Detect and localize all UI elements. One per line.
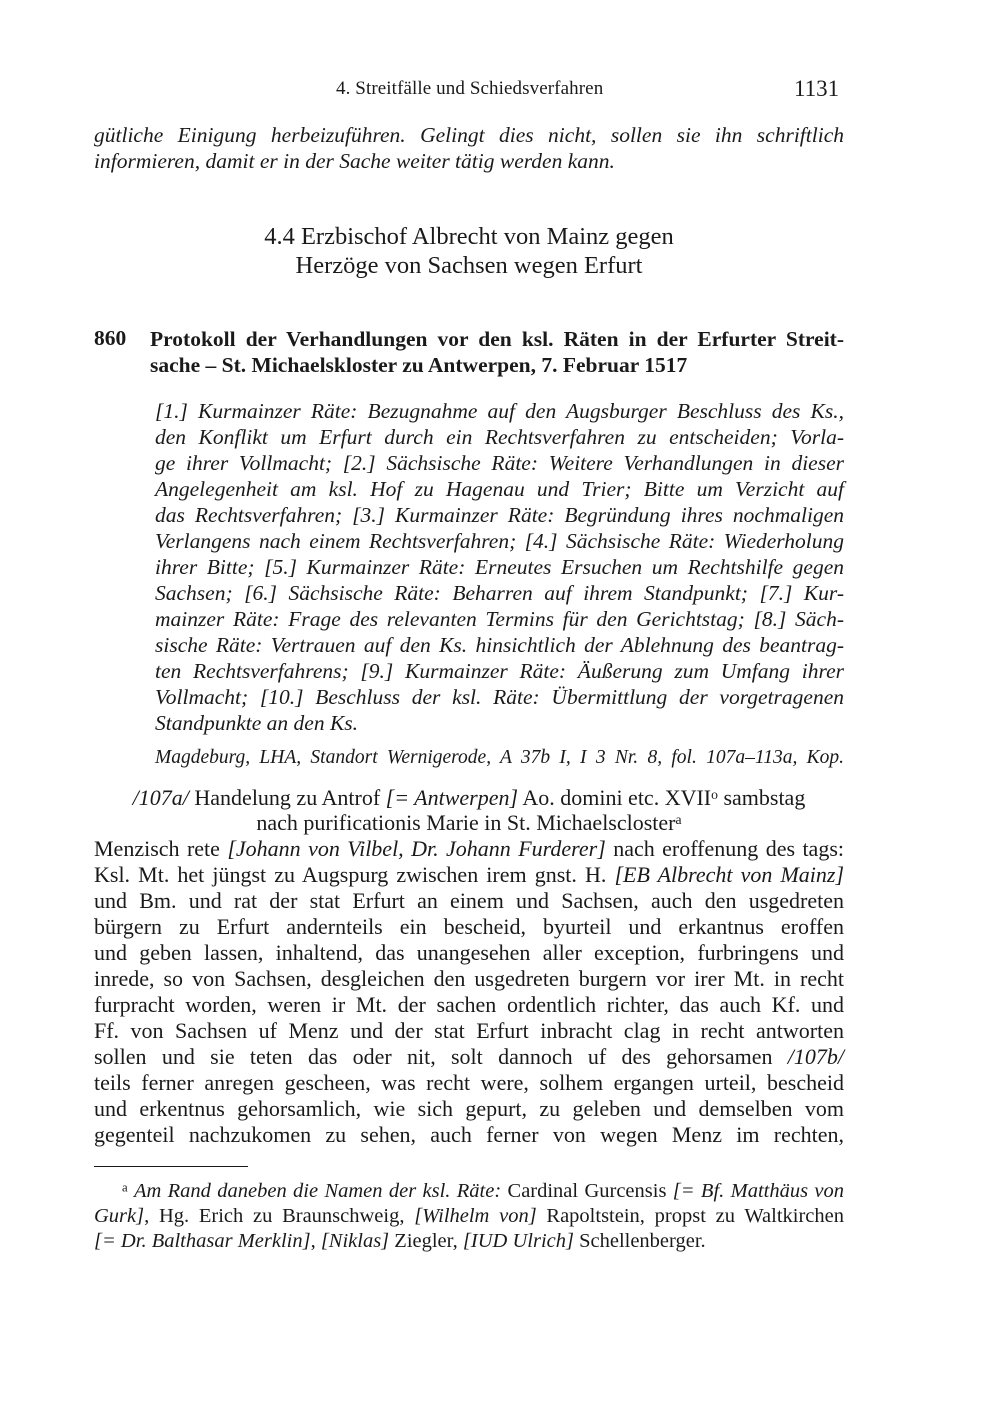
- summary-line: Standpunkte an den Ks.: [155, 711, 359, 735]
- footnote-line: [94, 1179, 844, 1204]
- summary-line: Vollmacht; [10.] Beschluss der ksl. Räte: Übermittlung der vorgetragenen: [155, 685, 844, 709]
- document-title-line: sache – St. Michaelskloster zu Antwerpen, 7. Februar 1517: [150, 353, 688, 377]
- summary-line: den Konflikt um Erfurt durch ein Rechtsverfahren zu entscheiden; Vorla-: [155, 425, 844, 449]
- text-heading-line: [94, 785, 844, 811]
- editorial-gloss: [Wilhelm von]: [414, 1205, 537, 1227]
- body-line: furpracht worden, weren ir Mt. der sachen ordentlich richter, das auch Kf. und: [94, 992, 844, 1017]
- running-title: 4. Streitfälle und Schiedsverfahren: [336, 78, 604, 99]
- summary-line: mainzer Räte: Frage des relevanten Termins für den Gerichtstag; [8.] Säch-: [155, 607, 844, 631]
- body-line: [94, 836, 844, 862]
- editorial-gloss: [= Bf. Matthäus von: [672, 1180, 845, 1202]
- body-text: Menzisch rete: [94, 836, 220, 861]
- footnote-text: Rapoltstein, propst zu Waltkirchen: [546, 1205, 844, 1227]
- folio-marker: /107a/: [132, 785, 189, 810]
- document-number: 860: [94, 326, 127, 350]
- folio-marker: /107b/: [787, 1044, 845, 1069]
- body-line: und geben lassen, inhaltend, das unangesehen aller exception, furbringens und: [94, 940, 844, 965]
- heading-text: nach purificationis Marie in St. Michaelscloster: [256, 810, 676, 835]
- editorial-gloss: [= Dr. Balthasar Merklin]: [94, 1230, 311, 1252]
- summary-line: Verlangens nach einem Rechtsverfahren; [4.] Sächsische Räte: Wiederholung: [155, 529, 844, 553]
- editorial-gloss: [Niklas]: [320, 1230, 390, 1252]
- summary-line: [1.] Kurmainzer Räte: Bezugnahme auf den Augsburger Beschluss des Ks.,: [155, 399, 844, 423]
- section-heading: 4.4 Erzbischof Albrecht von Mainz gegen: [264, 223, 674, 250]
- document-title-line: Protokoll der Verhandlungen vor den ksl. Räten in der Erfurter Streit-: [150, 327, 844, 351]
- summary-line: sische Räte: Vertrauen auf den Ks. hinsichtlich der Ablehnung des beantrag-: [155, 633, 844, 657]
- summary-line: ten Rechtsverfahrens; [9.] Kurmainzer Räte: Äußerung zum Umfang ihrer: [155, 659, 844, 683]
- source-citation: Magdeburg, LHA, Standort Wernigerode, A 37b I, I 3 Nr. 8, fol. 107a–113a, Kop.: [155, 747, 844, 768]
- ordinal-superscript: o: [711, 786, 718, 802]
- text-heading-line: [94, 810, 844, 836]
- body-line: teils ferner anregen gescheen, was recht were, solhem ergangen urteil, bescheid: [94, 1070, 844, 1095]
- heading-text: Ao. domini etc. XVII: [522, 785, 712, 810]
- footnote-text: Am Rand daneben die Namen der ksl. Räte:: [133, 1180, 502, 1202]
- intro-line: informieren, damit er in der Sache weiter tätig werden kann.: [94, 149, 615, 173]
- footnote-line: [94, 1204, 844, 1229]
- summary-line: ge ihrer Vollmacht; [2.] Sächsische Räte: Weitere Verhandlungen in dieser: [155, 451, 844, 475]
- summary-line: Angelegenheit am ksl. Hof zu Hagenau und Trier; Bitte um Verzicht auf: [155, 477, 844, 501]
- editorial-gloss: [= Antwerpen]: [385, 785, 519, 810]
- body-line: [94, 862, 844, 888]
- body-line: inrede, so von Sachsen, desgleichen den usgedreten burgern vor irer Mt. in recht: [94, 966, 844, 991]
- body-line: [94, 1044, 844, 1070]
- section-heading: Herzöge von Sachsen wegen Erfurt: [295, 252, 643, 279]
- summary-line: Sachsen; [6.] Sächsische Räte: Beharren auf ihrem Standpunkt; [7.] Kur-: [155, 581, 844, 605]
- editorial-gloss: [EB Albrecht von Mainz]: [614, 862, 845, 887]
- footnote-text: Cardinal Gurcensis: [507, 1180, 667, 1202]
- footnote-text: Schellenberger.: [579, 1230, 706, 1252]
- body-text: nach eroffenung des tags:: [613, 836, 844, 861]
- editorial-gloss: [IUD Ulrich]: [462, 1230, 574, 1252]
- footnote-line: [94, 1229, 844, 1254]
- body-line: und Bm. und rat der stat Erfurt an einem und Sachsen, auch den usgedreten: [94, 888, 844, 913]
- editorial-gloss: [Johann von Vilbel, Dr. Johann Furderer]: [227, 836, 606, 861]
- body-text: sollen und sie teten das oder nit, solt dannoch uf des gehorsamen: [94, 1044, 773, 1069]
- body-line: bürgern zu Erfurt andernteils ein bescheid, byurteil und erkantnus eroffen: [94, 914, 844, 939]
- body-line: gegenteil nachzukomen zu sehen, auch ferner von wegen Menz im rechten,: [94, 1122, 844, 1147]
- footnote-text: ,: [310, 1230, 316, 1252]
- body-line: und erkentnus gehorsamlich, wie sich gepurt, zu geleben und demselben vom: [94, 1096, 844, 1121]
- heading-text: Handelung zu Antrof: [194, 785, 381, 810]
- page-number: 1131: [794, 76, 840, 101]
- footnote-rule: [94, 1166, 248, 1167]
- summary-line: das Rechtsverfahren; [3.] Kurmainzer Räte: Begründung ihres nochmaligen: [155, 503, 844, 527]
- footnote-reference: a: [675, 811, 682, 827]
- footnote-text: Ziegler,: [394, 1230, 458, 1252]
- body-line: Ff. von Sachsen uf Menz und der stat Erfurt inbracht clag in recht antworten: [94, 1018, 844, 1043]
- heading-text: sambstag: [723, 785, 806, 810]
- summary-line: ihrer Bitte; [5.] Kurmainzer Räte: Erneutes Ersuchen um Rechtshilfe gegen: [155, 555, 844, 579]
- footnote-marker: a: [122, 1180, 128, 1195]
- intro-line: gütliche Einigung herbeizuführen. Gelingt dies nicht, sollen sie ihn schriftlich: [94, 123, 844, 147]
- footnote-text: , Hg. Erich zu Braunschweig,: [144, 1205, 405, 1227]
- body-text: Ksl. Mt. het jüngst zu Augspurg zwischen irem gnst. H.: [94, 862, 607, 887]
- editorial-gloss: Gurk]: [94, 1205, 145, 1227]
